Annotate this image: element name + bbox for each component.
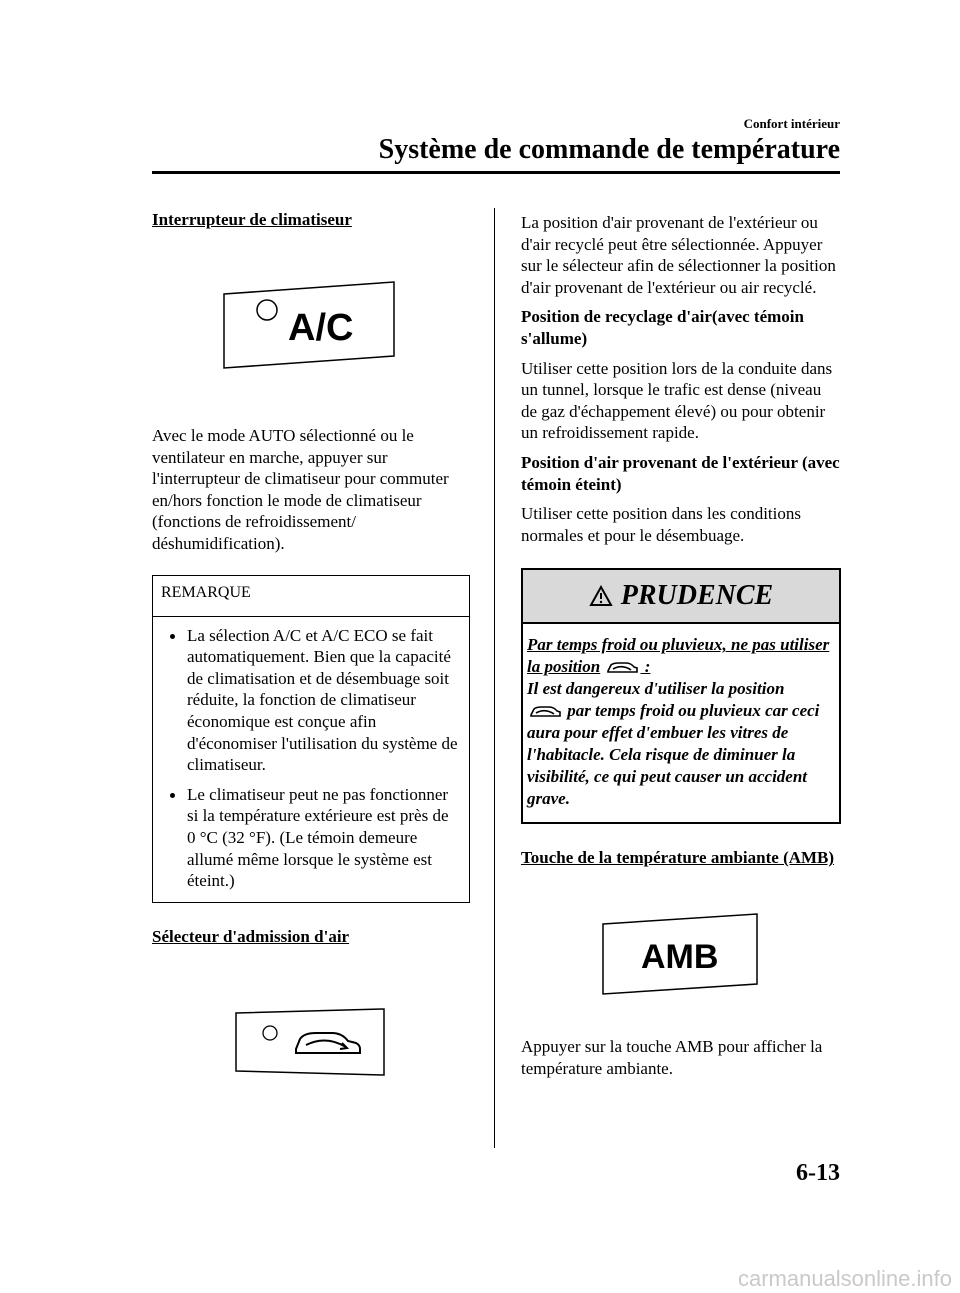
remark-box — [152, 575, 470, 903]
caution-title: PRUDENCE — [620, 580, 774, 612]
caution-warning-line: Par temps froid ou pluvieux, ne pas utiliser la position — [527, 635, 830, 677]
remark-item: Le climatiseur peut ne pas fonctionner si la température extérieure est près de 0 °C (32 °F). (Le témoin demeure allumé même lorsque le système est éteint.) — [161, 784, 461, 892]
header-rule — [152, 171, 840, 174]
caution-box — [521, 568, 841, 824]
intake-intro: La position d'air provenant de l'extérieur ou d'air recyclé peut être sélectionnée. Appuyer sur le sélecteur afin de sélectionner la position d'air provenant de l'extérieur ou air recyclé. — [521, 213, 836, 297]
ac-description: Avec le mode AUTO sélectionné ou le ventilateur en marche, appuyer sur l'interrupteur de climatiseur pour commuter en/hors fonction le mode de climatiseur (fonctions de refroidissement/ déshumidification). — [152, 426, 449, 553]
column-divider — [494, 208, 495, 1148]
intake-selector-heading: Sélecteur d'admission d'air — [152, 926, 350, 946]
ac-switch-figure — [222, 280, 397, 370]
warning-triangle-icon — [589, 585, 613, 607]
bullet-icon — [170, 793, 175, 798]
caution-body: Par temps froid ou pluvieux, ne pas utiliser la position : Il est dangereux d'utiliser la position par temps froid ou pluvieux car ceci aura pour effet d'embuer les vitres de l'habitacle. Cela risque de diminuer la visibilité, ce qui peut causer un accident grave. — [527, 635, 830, 809]
recirc-heading: Position de recyclage d'air(avec témoin s'allume) — [521, 307, 804, 348]
air-recirculation-icon — [604, 661, 640, 675]
page-title: Système de commande de température — [378, 134, 840, 165]
outside-air-text: Utiliser cette position dans les conditions normales et pour le désembuage. — [521, 504, 801, 545]
amb-button-label: AMB — [641, 938, 719, 977]
watermark: carmanualsonline.info — [737, 1266, 952, 1291]
caution-explanation: Il est dangereux d'utiliser la position — [527, 679, 785, 699]
remark-item: La sélection A/C et A/C ECO se fait automatiquement. Bien que la capacité de climatisation et de désembuage soit réduite, la fonction de climatiseur économique est conçue afin d'économiser l'utilisation du système de climatiseur. — [161, 625, 461, 776]
right-column — [521, 212, 841, 1080]
ac-switch-label: A/C — [288, 307, 354, 349]
bullet-icon — [170, 634, 175, 639]
air-recirculation-icon — [527, 705, 563, 719]
header-section-label: Confort intérieur — [743, 116, 840, 131]
outside-air-heading: Position d'air provenant de l'extérieur (avec témoin éteint) — [521, 452, 840, 494]
left-column — [152, 210, 472, 1079]
remark-title: REMARQUE — [153, 576, 469, 617]
amb-heading: Touche de la température ambiante (AMB) — [521, 848, 835, 868]
recirc-text: Utiliser cette position lors de la conduite dans un tunnel, lorsque le trafic est dense (niveau de gaz d'échappement élevé) ou pour obtenir un refroidissement rapide. — [521, 358, 833, 443]
page-number: 6-13 — [796, 1160, 840, 1186]
amb-description: Appuyer sur la touche AMB pour afficher la température ambiante. — [521, 1037, 823, 1078]
caution-header — [523, 570, 839, 624]
amb-button-figure — [601, 912, 759, 996]
ac-switch-heading: Interrupteur de climatiseur — [152, 210, 352, 229]
intake-selector-figure — [234, 1007, 386, 1079]
